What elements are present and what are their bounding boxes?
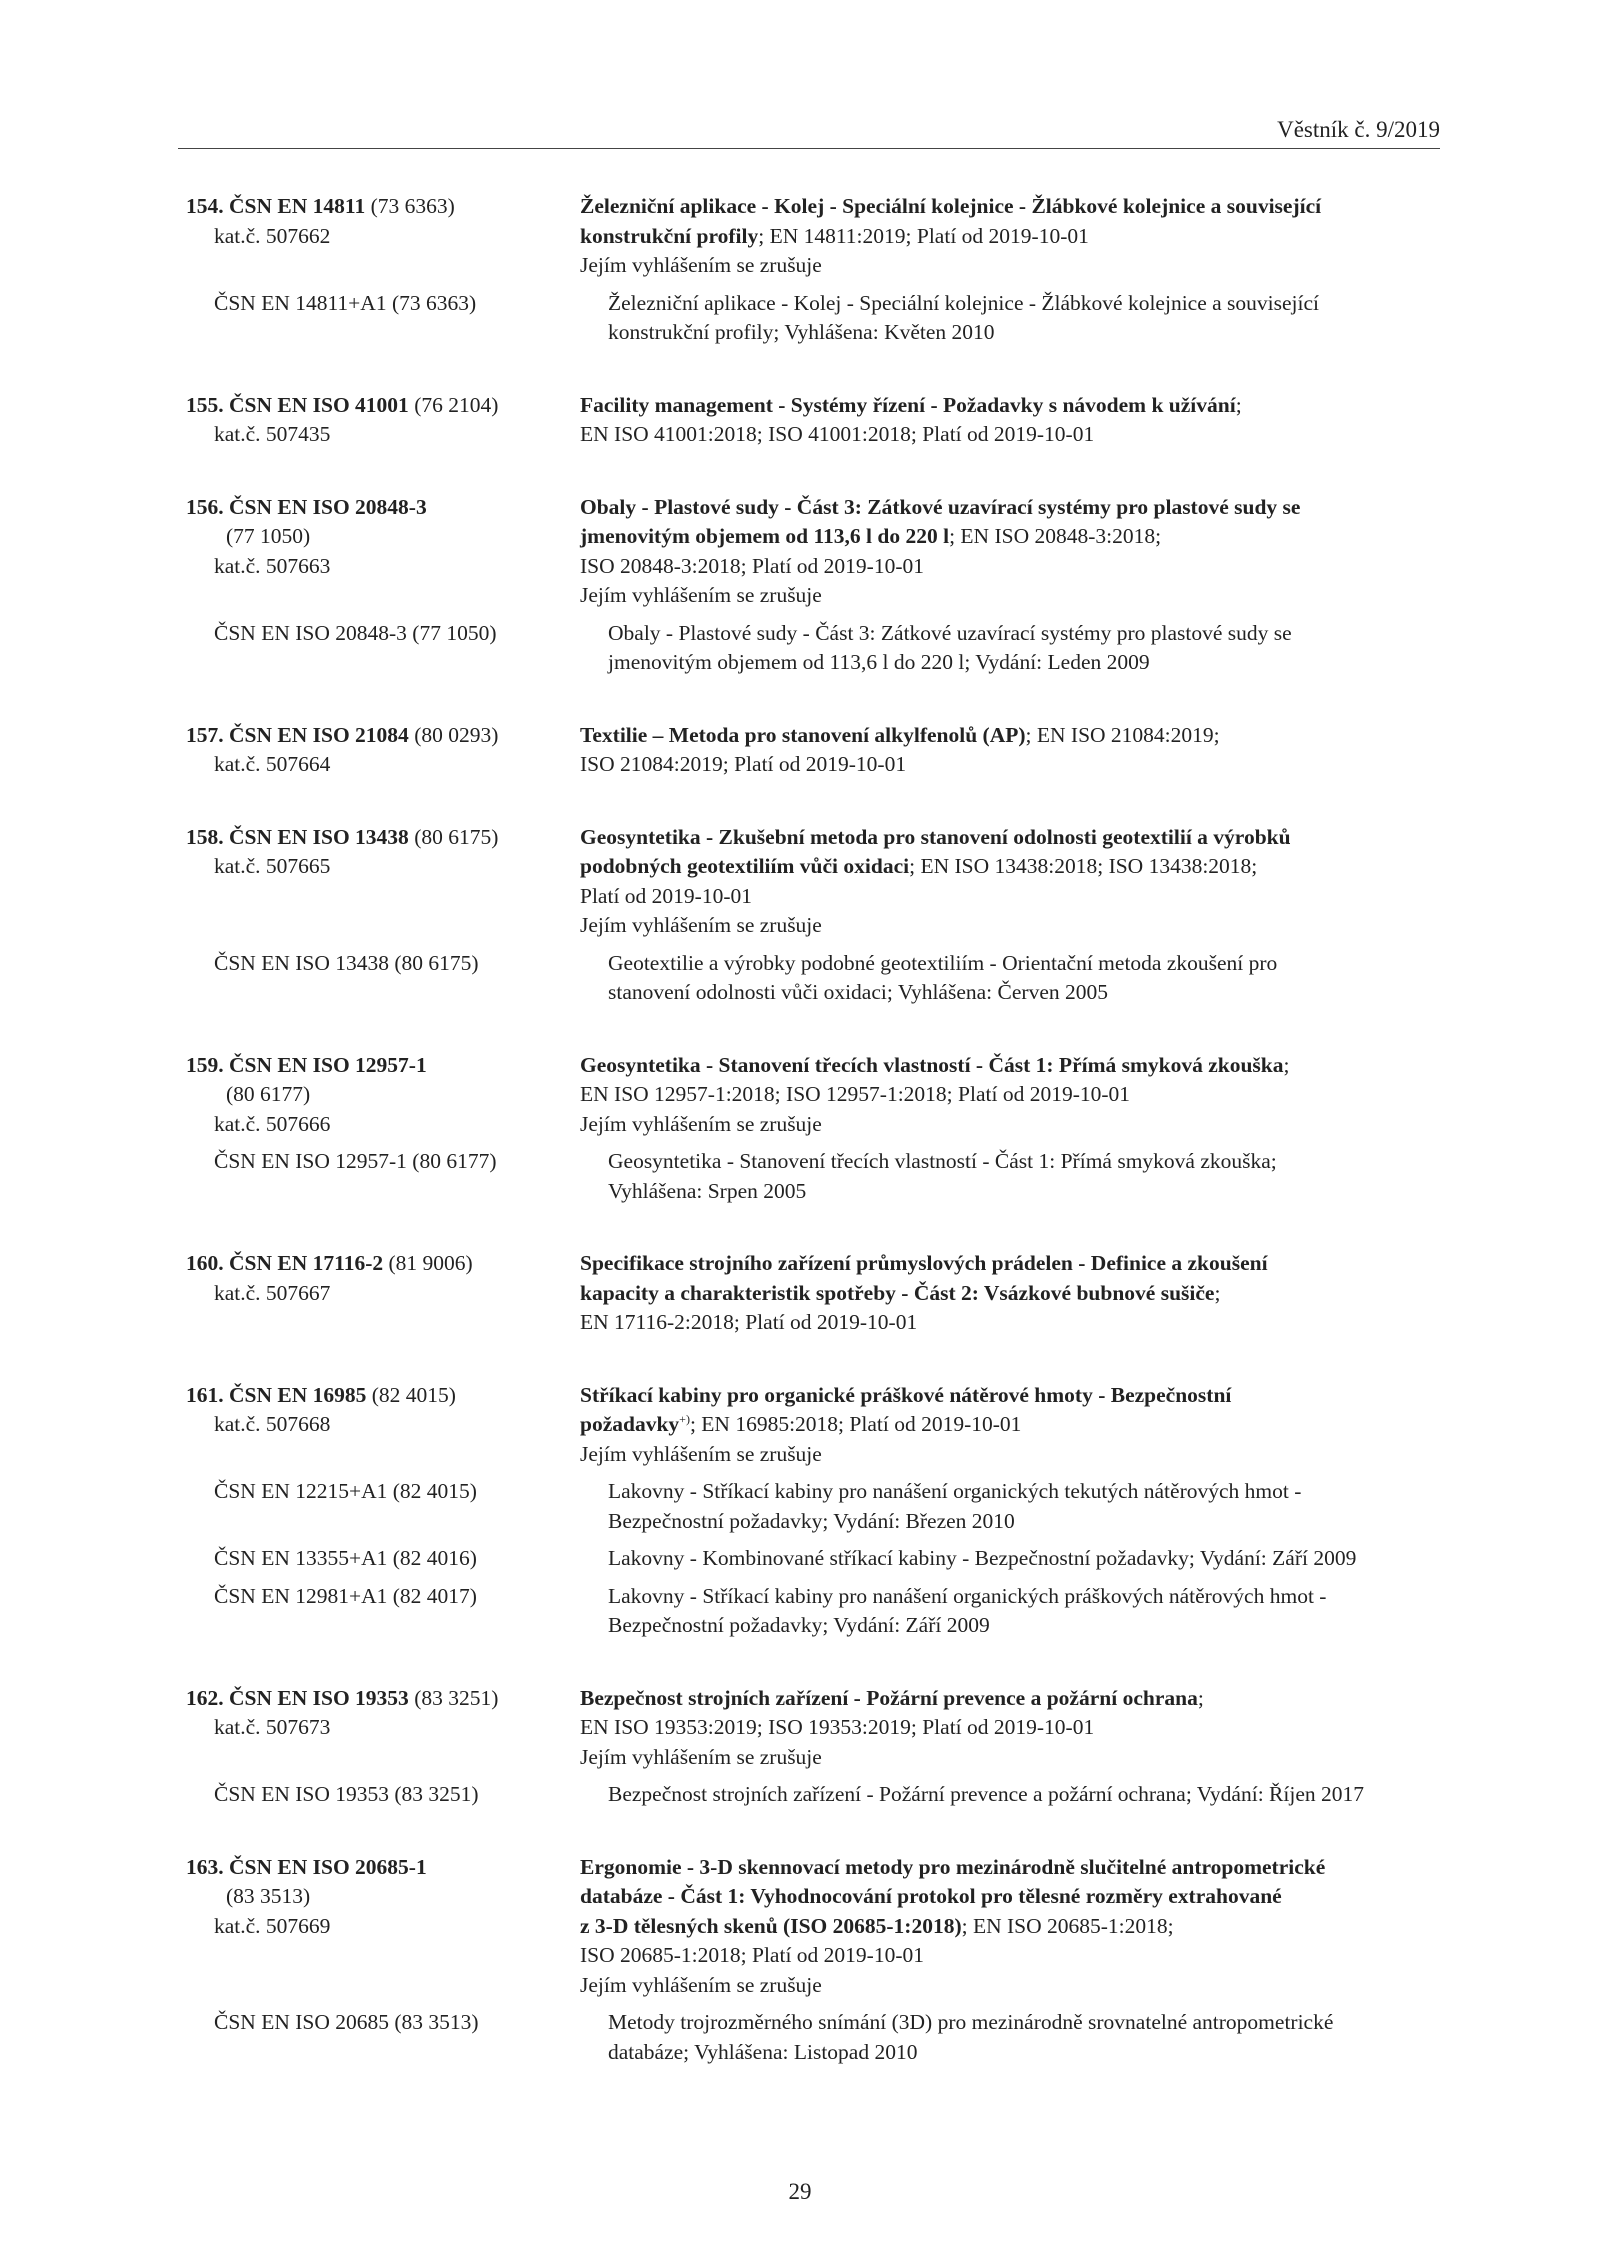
catalog-number: kat.č. 507673 [214, 1715, 331, 1739]
entry-158 [186, 823, 1440, 1008]
journal-title: Věstník č. 9/2019 [1277, 116, 1440, 142]
entry-main [186, 1684, 1440, 1773]
standard-details: ; EN ISO 21084:2019; [1025, 722, 1220, 747]
entry-main [186, 1381, 1440, 1470]
replaced-code: ČSN EN 12981+A1 (82 4017) [214, 1583, 477, 1608]
replaced-text: Lakovny - Stříkací kabiny pro nanášení organických práškových nátěrových hmot - [608, 1583, 1327, 1608]
standard-details: ; [1214, 1280, 1221, 1305]
cancel-note: Jejím vyhlášením se zrušuje [580, 583, 822, 607]
cancel-note: Jejím vyhlášením se zrušuje [580, 253, 822, 277]
entry-main [186, 1051, 1440, 1140]
standard-details: ISO 20685-1:2018; Platí od 2019-10-01 [580, 1943, 924, 1967]
catalog-number: kat.č. 507665 [214, 854, 331, 878]
standard-details: ; EN 14811:2019; Platí od 2019-10-01 [758, 223, 1089, 248]
standard-details: ; EN 16985:2018; Platí od 2019-10-01 [689, 1412, 1022, 1436]
page-number: 29 [788, 2179, 812, 2204]
entry-161 [186, 1381, 1440, 1641]
entry-160 [186, 1249, 1440, 1338]
catalog-number: kat.č. 507664 [214, 752, 331, 776]
standard-title: jmenovitým objemem od 113,6 l do 220 l [580, 524, 950, 548]
cancel-note: Jejím vyhlášením se zrušuje [580, 913, 822, 937]
replaced-text: Metody trojrozměrného snímání (3D) pro mezinárodně srovnatelné antropometrické [608, 2010, 1334, 2034]
cancel-note: Jejím vyhlášením se zrušuje [580, 1972, 822, 1997]
catalog-number: kat.č. 507666 [214, 1111, 331, 1136]
standard-title: konstrukční profily [580, 223, 759, 248]
standard-title: databáze - Část 1: Vyhodnocování protokol pro tělesné rozměry extrahované [580, 1884, 1282, 1908]
replaced-text: Vyhlášena: Srpen 2005 [608, 1178, 807, 1203]
standard-title: Textilie – Metoda pro stanovení alkylfenolů (AP) [580, 722, 1026, 747]
cancel-note: Jejím vyhlášením se zrušuje [580, 1111, 822, 1136]
class-code: (76 2104) [414, 392, 499, 417]
standard-label: 162. ČSN EN ISO 19353 [186, 1685, 409, 1710]
replaced-text: Bezpečnost strojních zařízení - Požární prevence a požární ochrana; Vydání: Říjen 2017 [608, 1782, 1365, 1806]
standard-title: kapacity a charakteristik spotřeby - Část 2: Vsázkové bubnové sušiče [580, 1280, 1215, 1305]
entry-159 [186, 1051, 1440, 1207]
entry-main [186, 192, 1440, 281]
standard-label: 155. ČSN EN ISO 41001 [186, 392, 409, 417]
replaced-text: konstrukční profily; Vyhlášena: Květen 2010 [608, 320, 995, 344]
standard-details: EN ISO 19353:2019; ISO 19353:2019; Platí od 2019-10-01 [580, 1715, 1095, 1739]
replaced-standard [186, 1477, 1440, 1536]
class-code: (80 0293) [414, 722, 499, 747]
replaced-text: Bezpečnostní požadavky; Vydání: Březen 2010 [608, 1508, 1015, 1533]
catalog-number: kat.č. 507667 [214, 1280, 331, 1305]
standard-details: ; EN ISO 13438:2018; ISO 13438:2018; [909, 854, 1258, 878]
replaced-text: Lakovny - Kombinované stříkací kabiny - Bezpečnostní požadavky; Vydání: Září 2009 [608, 1546, 1357, 1570]
standards-list [186, 192, 1440, 2110]
replaced-code: ČSN EN ISO 20685 (83 3513) [214, 2010, 479, 2034]
standard-title: Obaly - Plastové sudy - Část 3: Zátkové uzavírací systémy pro plastové sudy se [580, 494, 1301, 519]
standard-label: 156. ČSN EN ISO 20848-3 [186, 494, 427, 519]
standard-title: Železniční aplikace - Kolej - Speciální kolejnice - Žlábkové kolejnice a související [580, 194, 1322, 218]
standard-details: ; EN ISO 20848-3:2018; [949, 524, 1162, 548]
entry-156 [186, 493, 1440, 678]
catalog-number: kat.č. 507669 [214, 1913, 331, 1938]
replaced-standard [186, 1780, 1440, 1810]
replaced-code: ČSN EN ISO 12957-1 (80 6177) [214, 1149, 497, 1173]
replaced-text: Geotextilie a výrobky podobné geotextiliím - Orientační metoda zkoušení pro [608, 950, 1278, 975]
replaced-standard [186, 619, 1440, 678]
standard-details: EN ISO 12957-1:2018; ISO 12957-1:2018; Platí od 2019-10-01 [580, 1082, 1131, 1106]
standard-details: EN ISO 41001:2018; ISO 41001:2018; Platí od 2019-10-01 [580, 422, 1095, 446]
class-code: (80 6175) [414, 824, 499, 849]
class-code: (73 6363) [370, 194, 455, 218]
standard-title: z 3-D tělesných skenů (ISO 20685-1:2018) [580, 1913, 962, 1938]
class-code: (83 3251) [414, 1685, 499, 1710]
standard-label: 159. ČSN EN ISO 12957-1 [186, 1052, 427, 1077]
replaced-code: ČSN EN ISO 20848-3 (77 1050) [214, 620, 497, 645]
footnote-marker: +) [679, 1412, 690, 1426]
page-header [178, 108, 1440, 149]
replaced-code: ČSN EN 13355+A1 (82 4016) [214, 1546, 477, 1570]
standard-label: 163. ČSN EN ISO 20685-1 [186, 1854, 427, 1879]
entry-main [186, 1249, 1440, 1338]
replaced-text: Lakovny - Stříkací kabiny pro nanášení organických tekutých nátěrových hmot - [608, 1479, 1302, 1503]
class-code: (81 9006) [388, 1251, 473, 1275]
replaced-text: stanovení odolnosti vůči oxidaci; Vyhlášena: Červen 2005 [608, 980, 1108, 1004]
catalog-number: kat.č. 507662 [214, 223, 331, 248]
replaced-standard [186, 2008, 1440, 2067]
standard-label: 158. ČSN EN ISO 13438 [186, 824, 409, 849]
entry-157 [186, 721, 1440, 780]
replaced-text: Geosyntetika - Stanovení třecích vlastností - Část 1: Přímá smyková zkouška; [608, 1149, 1277, 1173]
entry-main [186, 391, 1440, 450]
entry-155 [186, 391, 1440, 450]
replaced-text: jmenovitým objemem od 113,6 l do 220 l; Vydání: Leden 2009 [608, 650, 1150, 674]
standard-title: Ergonomie - 3-D skennovací metody pro mezinárodně slučitelné antropometrické [580, 1854, 1326, 1879]
entry-main [186, 493, 1440, 611]
catalog-number: kat.č. 507663 [214, 553, 331, 578]
replaced-text: databáze; Vyhlášena: Listopad 2010 [608, 2039, 918, 2064]
replaced-standard [186, 1544, 1440, 1574]
standard-title: požadavky [580, 1412, 680, 1436]
standard-title: Bezpečnost strojních zařízení - Požární prevence a požární ochrana [580, 1685, 1198, 1710]
replaced-code: ČSN EN ISO 13438 (80 6175) [214, 950, 479, 975]
standard-details: EN 17116-2:2018; Platí od 2019-10-01 [580, 1310, 918, 1334]
standard-label: 160. ČSN EN 17116-2 [186, 1251, 384, 1275]
standard-label: 154. ČSN EN 14811 [186, 194, 366, 218]
standard-label: 157. ČSN EN ISO 21084 [186, 722, 409, 747]
class-code: (82 4015) [371, 1382, 456, 1407]
standard-title: Geosyntetika - Zkušební metoda pro stanovení odolnosti geotextilií a výrobků [580, 824, 1291, 849]
replaced-standard [186, 949, 1440, 1008]
replaced-code: ČSN EN 12215+A1 (82 4015) [214, 1479, 477, 1503]
replaced-text: Obaly - Plastové sudy - Část 3: Zátkové uzavírací systémy pro plastové sudy se [608, 620, 1292, 645]
catalog-number: kat.č. 507435 [214, 422, 331, 446]
standard-details: ISO 21084:2019; Platí od 2019-10-01 [580, 752, 907, 776]
class-code: (80 6177) [226, 1082, 311, 1106]
standard-details: ; [1235, 392, 1242, 417]
entry-154 [186, 192, 1440, 348]
standard-title: Specifikace strojního zařízení průmyslových prádelen - Definice a zkoušení [580, 1251, 1268, 1275]
catalog-number: kat.č. 507668 [214, 1412, 331, 1436]
standard-label: 161. ČSN EN 16985 [186, 1382, 367, 1407]
standard-details: ISO 20848-3:2018; Platí od 2019-10-01 [580, 553, 924, 578]
standard-title: Facility management - Systémy řízení - Požadavky s návodem k užívání [580, 392, 1236, 417]
entry-162 [186, 1684, 1440, 1810]
cancel-note: Jejím vyhlášením se zrušuje [580, 1744, 822, 1769]
standard-details: ; [1197, 1685, 1204, 1710]
standard-details: Platí od 2019-10-01 [580, 883, 752, 908]
entry-main [186, 1853, 1440, 2001]
replaced-text: Železniční aplikace - Kolej - Speciální kolejnice - Žlábkové kolejnice a související [608, 290, 1320, 315]
replaced-standard [186, 1582, 1440, 1641]
cancel-note: Jejím vyhlášením se zrušuje [580, 1441, 822, 1466]
replaced-code: ČSN EN ISO 19353 (83 3251) [214, 1782, 479, 1806]
class-code: (77 1050) [226, 524, 311, 548]
class-code: (83 3513) [226, 1884, 311, 1908]
standard-details: ; EN ISO 20685-1:2018; [961, 1913, 1174, 1938]
entry-163 [186, 1853, 1440, 2068]
entry-main [186, 823, 1440, 941]
replaced-standard [186, 1147, 1440, 1206]
standard-details: ; [1283, 1052, 1290, 1077]
replaced-text: Bezpečnostní požadavky; Vydání: Září 2009 [608, 1613, 990, 1637]
replaced-code: ČSN EN 14811+A1 (73 6363) [214, 290, 477, 315]
entry-main [186, 721, 1440, 780]
standard-title: Geosyntetika - Stanovení třecích vlastností - Část 1: Přímá smyková zkouška [580, 1052, 1284, 1077]
standard-title: podobných geotextiliím vůči oxidaci [580, 854, 910, 878]
standard-title: Stříkací kabiny pro organické práškové nátěrové hmoty - Bezpečnostní [580, 1382, 1232, 1407]
replaced-standard [186, 289, 1440, 348]
